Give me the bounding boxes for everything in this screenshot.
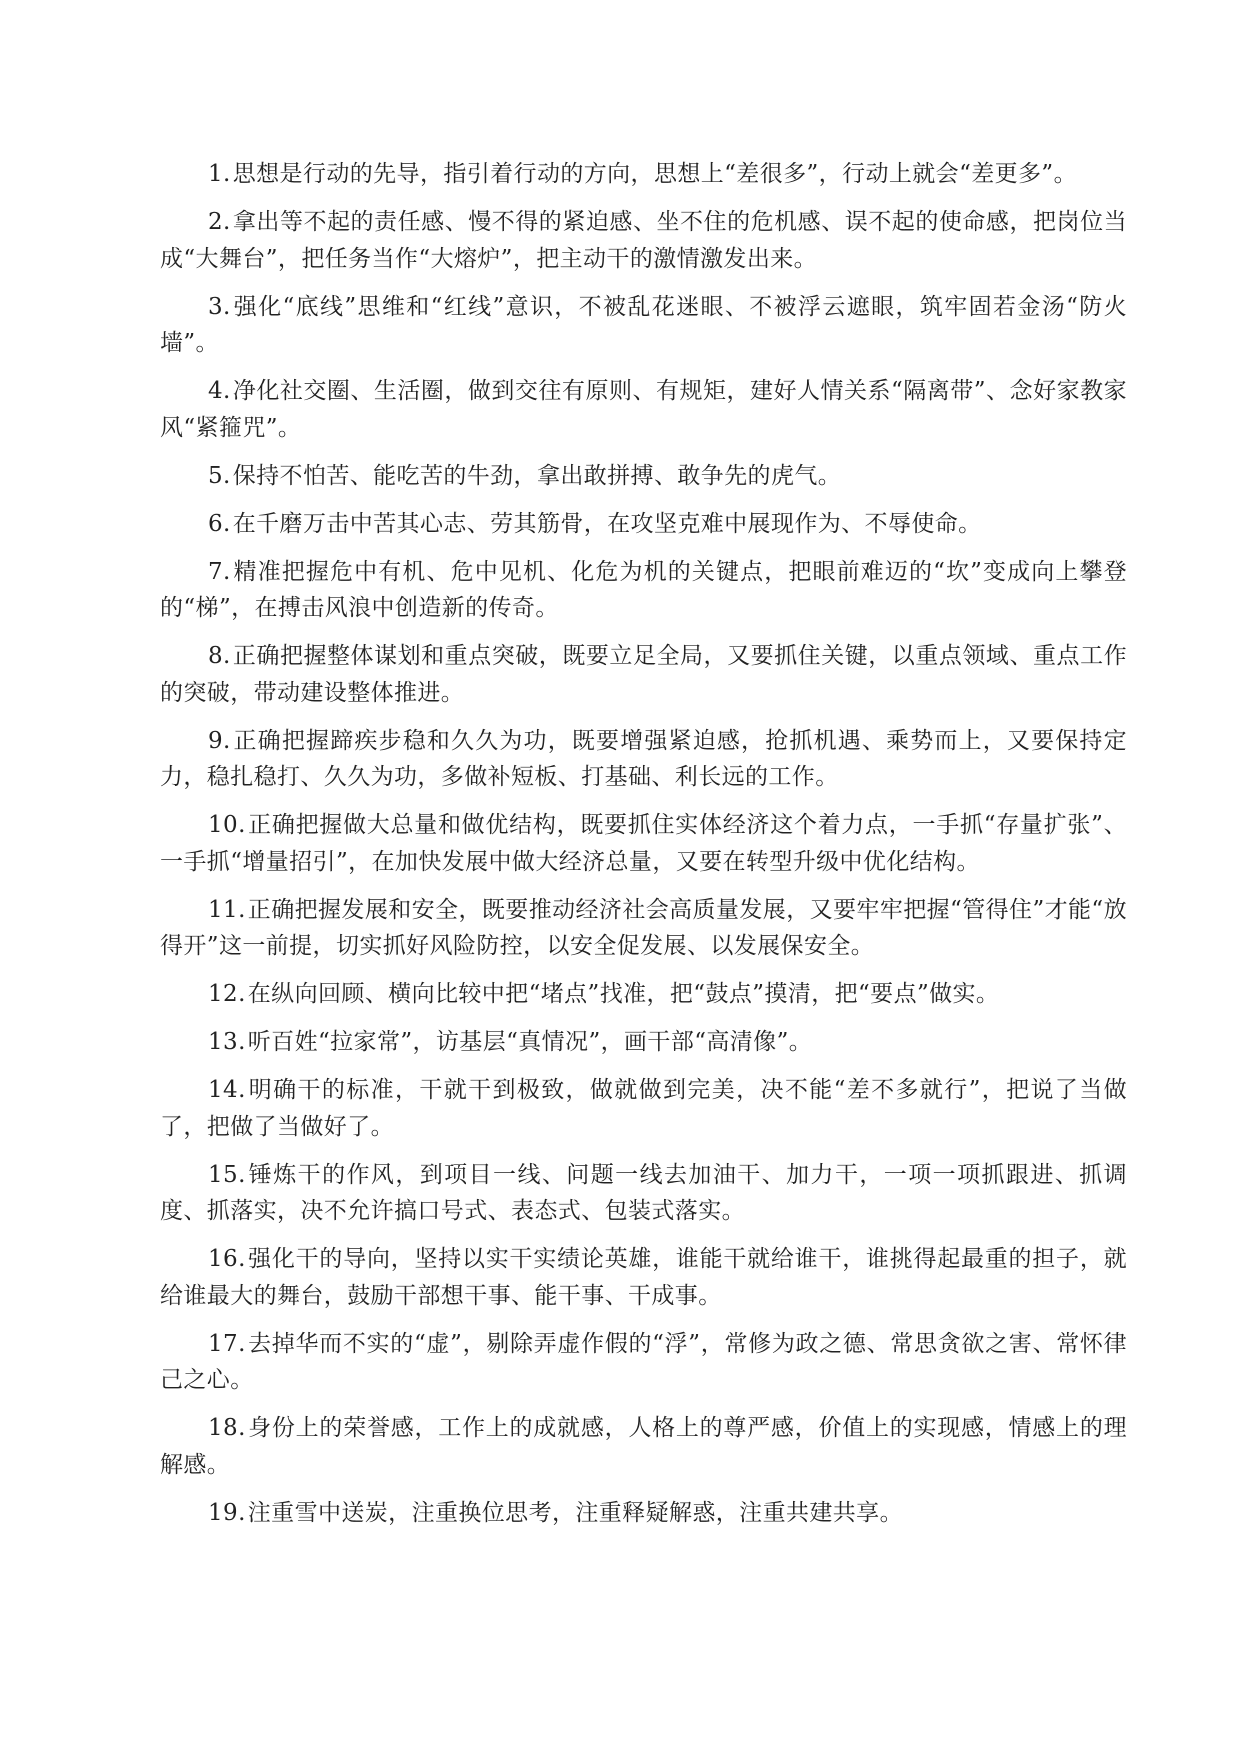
list-item <box>160 638 1127 711</box>
list-item <box>160 723 1127 796</box>
item-number: 13. <box>208 1029 246 1055</box>
item-number: 10. <box>208 812 246 838</box>
item-number: 15. <box>208 1161 246 1188</box>
list-item <box>160 289 1127 362</box>
item-text: 在千磨万击中苦其心志、劳其筋骨，在攻坚克难中展现作为、不辱使命。 <box>232 510 982 537</box>
item-number: 16. <box>208 1246 246 1272</box>
item-number: 7. <box>208 558 231 585</box>
item-text: 净化社交圈、生活圈，做到交往有原则、有规矩，建好人情关系“隔离带”、念好家教家风“紧箍咒”。 <box>160 378 1127 441</box>
item-number: 6. <box>208 510 231 537</box>
item-number: 14. <box>208 1077 246 1103</box>
list-item <box>160 807 1127 880</box>
item-number: 8. <box>208 643 231 669</box>
item-number: 4. <box>208 378 231 404</box>
item-text: 精准把握危中有机、危中见机、化危为机的关键点，把眼前难迈的“坎”变成向上攀登的“梯”，在搏击风浪中创造新的传奇。 <box>160 558 1127 621</box>
item-text: 注重雪中送炭，注重换位思考，注重释疑解惑，注重共建共享。 <box>247 1499 903 1526</box>
list-item <box>160 554 1127 627</box>
list-item <box>160 1157 1127 1230</box>
item-number: 19. <box>208 1499 246 1526</box>
list-item <box>160 1241 1127 1314</box>
item-number: 9. <box>208 727 231 754</box>
item-text: 在纵向回顾、横向比较中把“堵点”找准，把“鼓点”摸清，把“要点”做实。 <box>247 981 1000 1007</box>
list-item <box>160 156 1127 193</box>
item-text: 锤炼干的作风，到项目一线、问题一线去加油干、加力干，一项一项抓跟进、抓调度、抓落实，决不允许搞口号式、表态式、包装式落实。 <box>160 1161 1127 1224</box>
item-number: 12. <box>208 981 246 1007</box>
list-item <box>160 506 1127 543</box>
item-text: 拿出等不起的责任感、慢不得的紧迫感、坐不住的危机感、误不起的使命感，把岗位当成“大舞台”，把任务当作“大熔炉”，把主动干的激情激发出来。 <box>160 209 1127 272</box>
list-item <box>160 204 1127 277</box>
list-item <box>160 1326 1127 1399</box>
list-item <box>160 1495 1127 1532</box>
item-number: 1. <box>208 161 231 187</box>
list-item <box>160 458 1127 495</box>
item-text: 正确把握发展和安全，既要推动经济社会高质量发展，又要牢牢把握“管得住”才能“放得开”这一前提，切实抓好风险防控，以安全促发展、以发展保安全。 <box>160 896 1127 959</box>
list-item <box>160 1410 1127 1483</box>
item-text: 强化“底线”思维和“红线”意识，不被乱花迷眼、不被浮云遮眼，筑牢固若金汤“防火墙”。 <box>160 293 1127 356</box>
item-text: 身份上的荣誉感，工作上的成就感，人格上的尊严感，价值上的实现感，情感上的理解感。 <box>160 1415 1127 1478</box>
list-item <box>160 892 1127 965</box>
item-text: 保持不怕苦、能吃苦的牛劲，拿出敢拼搏、敢争先的虎气。 <box>232 462 842 489</box>
item-text: 明确干的标准，干就干到极致，做就做到完美，决不能“差不多就行”，把说了当做了，把做了当做好了。 <box>160 1077 1127 1140</box>
list-item <box>160 1024 1127 1061</box>
item-number: 2. <box>208 209 231 235</box>
list-item <box>160 976 1127 1013</box>
item-text: 思想是行动的先导，指引着行动的方向，思想上“差很多”，行动上就会“差更多”。 <box>232 161 1077 187</box>
document-page <box>160 156 1127 1543</box>
item-text: 听百姓“拉家常”，访基层“真情况”，画干部“高清像”。 <box>247 1029 813 1055</box>
item-number: 17. <box>208 1330 246 1357</box>
item-text: 正确把握做大总量和做优结构，既要抓住实体经济这个着力点，一手抓“存量扩张”、一手抓“增量招引”，在加快发展中做大经济总量，又要在转型升级中优化结构。 <box>160 812 1127 875</box>
item-number: 5. <box>208 462 231 489</box>
list-item <box>160 373 1127 446</box>
item-number: 18. <box>208 1415 246 1441</box>
item-text: 正确把握蹄疾步稳和久久为功，既要增强紧迫感，抢抓机遇、乘势而上，又要保持定力，稳扎稳打、久久为功，多做补短板、打基础、利长远的工作。 <box>160 727 1127 790</box>
list-item <box>160 1072 1127 1145</box>
item-number: 11. <box>208 896 246 923</box>
item-text: 强化干的导向，坚持以实干实绩论英雄，谁能干就给谁干，谁挑得起最重的担子，就给谁最大的舞台，鼓励干部想干事、能干事、干成事。 <box>160 1246 1127 1309</box>
item-text: 去掉华而不实的“虚”，剔除弄虚作假的“浮”，常修为政之德、常思贪欲之害、常怀律己之心。 <box>160 1330 1127 1393</box>
item-number: 3. <box>208 293 231 320</box>
item-text: 正确把握整体谋划和重点突破，既要立足全局，又要抓住关键，以重点领域、重点工作的突破，带动建设整体推进。 <box>160 643 1127 706</box>
